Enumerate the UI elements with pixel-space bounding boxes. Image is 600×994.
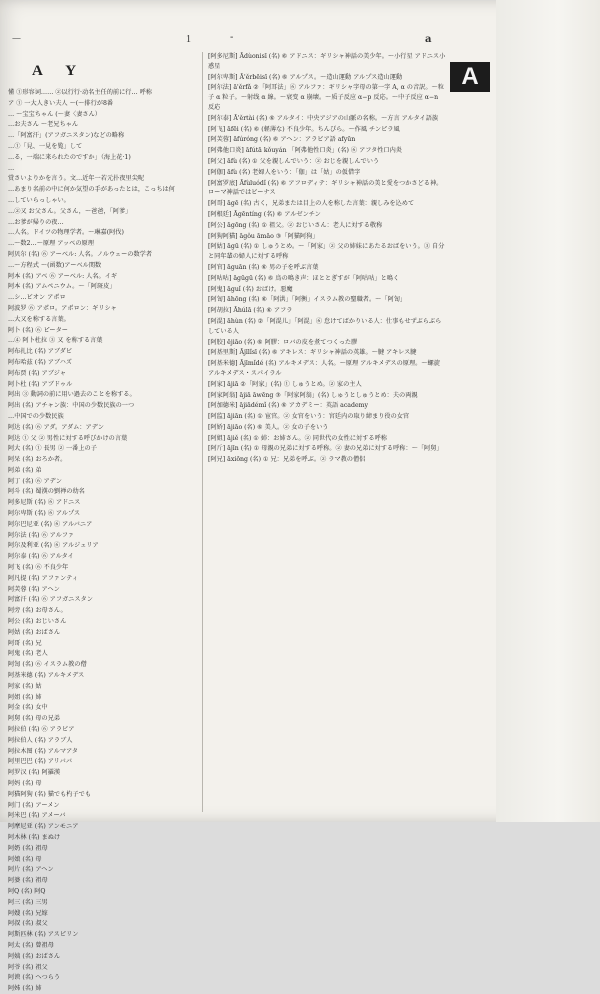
left-column-entry: 阿家 (名) 姑 xyxy=(8,682,42,690)
left-column-entry: 阿斗 (名) 蜀漢の劉禅の幼名 xyxy=(8,488,85,496)
left-column-entry: 阿訇 (名) ⑥ イスラム教の僧 xyxy=(8,661,87,669)
left-column-entry: 阿鬼 (名) 老人 xyxy=(8,650,48,658)
right-column-entry: [阿姐] ājiě (名) ① 姉：お姉さん。② 同世代の女性に対する呼称 xyxy=(208,434,387,442)
left-column-heading: A Y xyxy=(32,63,87,79)
left-column-entry: 阿Q (名) 阿Q xyxy=(8,887,46,895)
left-column-entry: 阿尔及利亚 (名) ⑥ アルジェリア xyxy=(8,542,99,550)
right-column-entry: [阿斤] ājīn (名) ① 母親の兄弟に対する呼称。② 妻の兄弟に対する呼称：〜「阿舅」 xyxy=(208,445,443,453)
left-column-entry: 阿姊 (名) 姉 xyxy=(8,985,42,993)
left-column-entry: 阿片 (名) アヘン xyxy=(8,866,54,874)
left-column-entry: 阿出 ③ 動詞の前に用い過去のことを称する。 xyxy=(8,391,136,399)
left-column-entry: … 〜宝宝ちゃん (〜妻〈妻さん） xyxy=(8,110,101,118)
page-number: 1 xyxy=(186,34,191,45)
left-column-entry: 阿凡提 (名) アファンティ xyxy=(8,574,79,582)
left-column-entry: …中国での少数民族 xyxy=(8,412,64,420)
left-column-entry: 阿拉伯 (名) ⑥ アラビア xyxy=(8,726,75,734)
right-column-entry: [阿基米德] Ājīmǐdé (名) アルキメデス：人名。〜原理 アルキメデスの原理。〜螺旋 アルキメデス・スパイラル xyxy=(208,360,440,377)
left-column-entry: …お夫さん 〜老兄ちゃん xyxy=(8,121,79,129)
left-column-entry: 阿拉伯人 (名) アラブ人 xyxy=(8,736,73,744)
left-column-entry: …〜方程式 〜(函数)アーベル関数 xyxy=(8,261,102,269)
section-letter-tab: A xyxy=(450,62,490,92)
right-column-entry: [阿官] āguān (名) ⑥ 男の子を呼ぶ言葉 xyxy=(208,263,319,271)
left-column-entry: 阿叔 (名) 叔父 xyxy=(8,920,48,928)
left-column-entry: 阿舅 (名) 母の兄弟 xyxy=(8,715,61,723)
right-column-entry: [阿监] ājiān (名) ① 宦官。② 女官をいう：宮廷内の取り締まり役の女官 xyxy=(208,413,410,421)
right-column-entry: [阿訇] āhōng (名) ⑥「阿洪」「阿衡」イスラム教の聖職者。〜「阿訇」 xyxy=(208,296,407,304)
left-column-entry: …シ…ビオン アポロ xyxy=(8,294,66,302)
left-column-entry: 赏さいよりかを言う。文…近年一若元扑夜里尖呢 xyxy=(8,175,145,183)
right-column-entry: [阿加德米] ājiādémǐ (名) ⑥ アカデミー：英語 academy xyxy=(208,402,368,410)
right-column-entry: [阿弗他口炎] āfútā kǒuyán 「阿弗他性口炎」(名) ⑥ アフタ性口内炎 xyxy=(208,147,402,155)
right-column-entry: [阿娇] ājiāo (名) ⑥ 美人。② 女の子をいう xyxy=(208,423,329,431)
left-column-entry: 阿哥 (名) 兄 xyxy=(8,639,42,647)
left-column-entry: 阿爷 (名) 祖父 xyxy=(8,963,48,971)
left-column-entry: …していらっしゃい。 xyxy=(8,196,70,204)
left-column-entry: 阿贝尔 (名) ⑥ アーベル: 人名。ノルウェーの数学者 xyxy=(8,250,153,258)
left-column-entry: 阿奶 (名) 祖母 xyxy=(8,844,48,852)
left-column-entry: … xyxy=(8,164,15,172)
left-column-entry: 阿呆 (名) おろか者。 xyxy=(8,456,67,464)
left-column-entry: 阿布扎比 (名) アブダビ xyxy=(8,348,73,356)
right-column-entry: [阿鬼] āguǐ (名) おばけ。悪魔 xyxy=(208,285,293,293)
left-column-entry: 阿谀 (名) へつらう xyxy=(8,974,61,982)
left-column-entry: 阿里巴巴 (名) アリババ xyxy=(8,758,73,766)
right-column-entry: [阿姑] āgū (名) ① しゅうとめ。〜「阿家」② 父の姉妹にあたるおばをいう。③ 自分と同年輩の婦人に対する呼称 xyxy=(208,243,445,261)
right-column-entry: [阿尔法] ā'ěrfǎ ②「阿耳法」⑥ アルファ：ギリシャ字母の第一字 A, α の音訳。〜粒子 α 粒子。〜射线 α 線。〜衰变 α 崩壊。〜质子反应 α−p 反応。〜中子反应 α−n 反応 xyxy=(208,84,444,111)
left-column-entry: 阿出 (名) アチャン族：中国の少数民族の一つ xyxy=(8,402,135,410)
header-dash: - xyxy=(230,32,234,43)
left-column-entry: 阿姐 (名) 姉 xyxy=(8,693,42,701)
left-column-entry: 阿妈 (名) 母 xyxy=(8,780,42,787)
header-right-text: a xyxy=(425,34,432,45)
right-column-entry: [阿伽] āfù (名) 老婦人をいう：「伽」は「姑」の仮借字 xyxy=(208,168,361,176)
right-column xyxy=(208,52,446,812)
left-column-entry: …〜数2…〜原理 アッベの原理 xyxy=(8,240,94,248)
left-column-entry: 阿米巴 (名) アメーバ xyxy=(8,812,66,820)
right-column-entry: [阿多尼斯] Ādùonisī (名) ⑥ アドニス：ギリシャ神話の美少年。〜小行星 アドニス小惑星 xyxy=(208,53,446,70)
right-column-entry: [阿父] āfù (名) ① 父を親しんでいう：② おじを親しんでいう xyxy=(208,157,380,165)
right-column-entry: [阿胶] ējiāo (名) ⑥ 阿膠：ロバの皮を煮てつくった膠 xyxy=(208,338,358,346)
left-column-entry: 阿尔泰 (名) ⑥ アルタイ xyxy=(8,553,74,561)
left-column-entry: 阿猫阿狗 (名) 猫でも杓子でも xyxy=(8,790,92,798)
left-entries xyxy=(8,88,196,994)
left-column-entry: 懂 ①形容词…… ②以行行·动名主任的前に行… 呼称 xyxy=(8,89,152,96)
left-column-entry: …る，一端に来られたのですか」（海上花·1) xyxy=(8,153,131,161)
left-column-entry: 阿尔巴尼亚 (名) ⑥ アルバニア xyxy=(8,520,93,528)
right-column-entry: [阿根廷] Āgēntíng (名) ⑥ アルゼンチン xyxy=(208,210,321,218)
column-divider xyxy=(202,52,203,812)
left-column-entry: ア ① 一大人きい夫人 〜(〜排行が8番 xyxy=(8,99,114,107)
left-column-entry: 阿卜杜 (名) アブドゥル xyxy=(8,380,73,388)
right-column-entry: [阿尔泰] Ā'ěrtài (名) ⑥ アルタイ：中央アジアの山脈の名称。〜方言 アルタイ語族 xyxy=(208,114,439,122)
left-column-entry: 阿公 (名) おじいさん xyxy=(8,618,67,626)
left-column-entry: 阿门 (名) アーメン xyxy=(8,801,60,809)
left-column-entry: …お爹が帰りの夜… xyxy=(8,218,64,226)
left-column-entry: …②又 お父さん。父さん，〜爸爸，「阿爹」 xyxy=(8,207,132,215)
left-column-entry: 阿卜 (名) ⑥ ピーター xyxy=(8,326,68,334)
left-column-entry: …④ 阿卜杜拉 ③ 又 を称する言葉 xyxy=(8,337,103,345)
left-column-entry: 阿旁 (名) お母さん。 xyxy=(8,607,67,615)
left-column-entry: 阿达 (名) ⑥ アダ。アダム：アデン xyxy=(8,423,104,431)
right-column-entry: [阿家阿翁] ājiā āwēng ③「阿家阿翁」(名) しゅうとしゅうとめ：夫の両親 xyxy=(208,391,418,399)
right-column-entry: [阿家] ājiā ②「阿家」(名) ① しゅうとめ。② 家の主人 xyxy=(208,380,362,388)
right-column-entry: [阿飞] āfēi (名) ⑥ (軽薄な) 不良少年。ちんぴら。〜作風 チンピラ風 xyxy=(208,125,400,133)
right-column-entry: [阿公] āgōng (名) ① 祖父。② おじいさん：老人に対する敬称 xyxy=(208,221,383,229)
right-column-entry: [阿胡拉] Āhúlā (名) ⑥ アフラ xyxy=(208,307,293,315)
left-column-entry: 阿摩尼亚 (名) アンモニア xyxy=(8,823,79,831)
left-column-entry: 阿布贾 (名) アブジャ xyxy=(8,369,66,377)
right-column-entry: [阿狗阿猫] āgǒu āmāo ③「阿猫阿狗」 xyxy=(208,232,319,240)
left-column-entry: …人名。ドイツの物理学者。〜琳嘉(阿伐) xyxy=(8,229,124,237)
left-column-entry: …①「見、一見を覧」して xyxy=(8,142,83,150)
left-column-entry: 阿三 (名) 三男 xyxy=(8,898,48,906)
left-column-entry: 阿娘 (名) 母 xyxy=(8,855,42,863)
left-column-entry: 阿罗汉 (名) 阿羅漢 xyxy=(8,769,61,777)
right-column-entry: [阿哥] āgē (名) 古く，兄弟または目上の人を称した言葉：親しみを込めて xyxy=(208,200,415,208)
left-column-entry: 阿波罗 ⑥ アポロ。アポロン：ギリシャ xyxy=(8,304,117,312)
left-column-entry: 阿金 (名) 女中 xyxy=(8,704,48,712)
left-column-entry: 阿本 (名) アベ ⑥ アーベル: 人名。イギ xyxy=(8,272,118,280)
left-column-entry: 阿姑 (名) おばさん xyxy=(8,628,61,636)
page-margin xyxy=(496,0,600,822)
left-column-entry: 阿飞 (名) ⑥ 不良少年 xyxy=(8,564,69,572)
left-column-entry: 阿丁 (名) ⑥ アデン xyxy=(8,477,62,485)
left-column-entry: 阿拉木图 (名) アルマアタ xyxy=(8,747,78,755)
right-column-entry: [阿混] āhùn (名) ②「阿混儿」「阿混」⑥ 怠けてばかりいる人：仕事もせずぶらぶらしている人 xyxy=(208,317,442,335)
left-column-entry: 阿芙蓉 (名) アヘン xyxy=(8,585,60,593)
left-column-entry: 阿尔卑斯 (名) ⑥ アルプス xyxy=(8,510,81,518)
right-entries xyxy=(208,52,446,465)
right-column-entry: [阿富罗底] Āfùluódǐ (名) ⑥ アフロディテ：ギリシャ神話の美と愛をつかさどる神。ローマ神話ではビーナス xyxy=(208,179,443,197)
left-column-entry: 阿太 (名) 曾祖母 xyxy=(8,941,54,949)
left-column-entry: …「阿富汗」(アフガニスタン)などの略称 xyxy=(8,132,125,140)
right-column-entry: [阿基里斯] Ājīlǐsī (名) ⑥ アキレス：ギリシャ神話の英雄。〜腱 アキレス腱 xyxy=(208,349,417,357)
left-column-entry: 阿达 ① 父 ② 男性に対する呼びかけの言葉 xyxy=(8,434,128,442)
right-column-entry: [阿咕咕] āgūgū (名) ⑥ 鳥の鳴き声：ほととぎすが「阿咕咕」と鳴く xyxy=(208,274,400,282)
left-column-entry: 阿大 (名) ① 長男 ② 一番上の子 xyxy=(8,445,97,453)
left-column-entry: 阿多尼斯 (名) ⑥ アドニス xyxy=(8,499,81,507)
left-column-entry: 阿基米德 (名) アルキメデス xyxy=(8,672,85,680)
right-column-entry: [阿芙蓉] āfúróng (名) ⑥ アヘン：アラビア語 afyūn xyxy=(208,136,356,144)
right-column-entry: [阿尔卑斯] Ā'ěrbēisī (名) ⑥ アルプス。〜造山運動 アルプス造山運動 xyxy=(208,73,403,81)
left-column xyxy=(8,52,196,993)
left-column-entry: 阿尔法 (名) ⑥ アルファ xyxy=(8,531,75,539)
left-column-entry: 阿姨 (名) おばさん xyxy=(8,952,61,960)
left-column-entry: 阿婆 (名) 祖母 xyxy=(8,877,48,885)
left-column-entry: 阿嫂 (名) 兄嫁 xyxy=(8,909,48,917)
right-column-entry: [阿兄] āxiōng (名) ① 兄：兄弟を呼ぶ。② ラマ教の僧侶 xyxy=(208,456,366,464)
left-column-entry: 阿富汗 (名) ⑥ アフガニスタン xyxy=(8,596,93,604)
left-column-entry: 阿布哈兹 (名) アブハズ xyxy=(8,358,72,366)
header-left-text: — xyxy=(12,34,21,44)
left-column-entry: 阿木林 (名) まぬけ xyxy=(8,833,61,841)
left-column-entry: …大又を称する言葉。 xyxy=(8,315,70,323)
left-column-entry: 阿弟 (名) 弟 xyxy=(8,466,42,474)
left-column-entry: 阿斯匹林 (名) アスピリン xyxy=(8,931,79,939)
left-column-entry: 阿本 (名) アムペニウム。〜「阿斑皮」 xyxy=(8,283,116,291)
left-column-entry: …あまり名前の中に何か気望の手があったとは，こっちは何 xyxy=(8,186,175,194)
